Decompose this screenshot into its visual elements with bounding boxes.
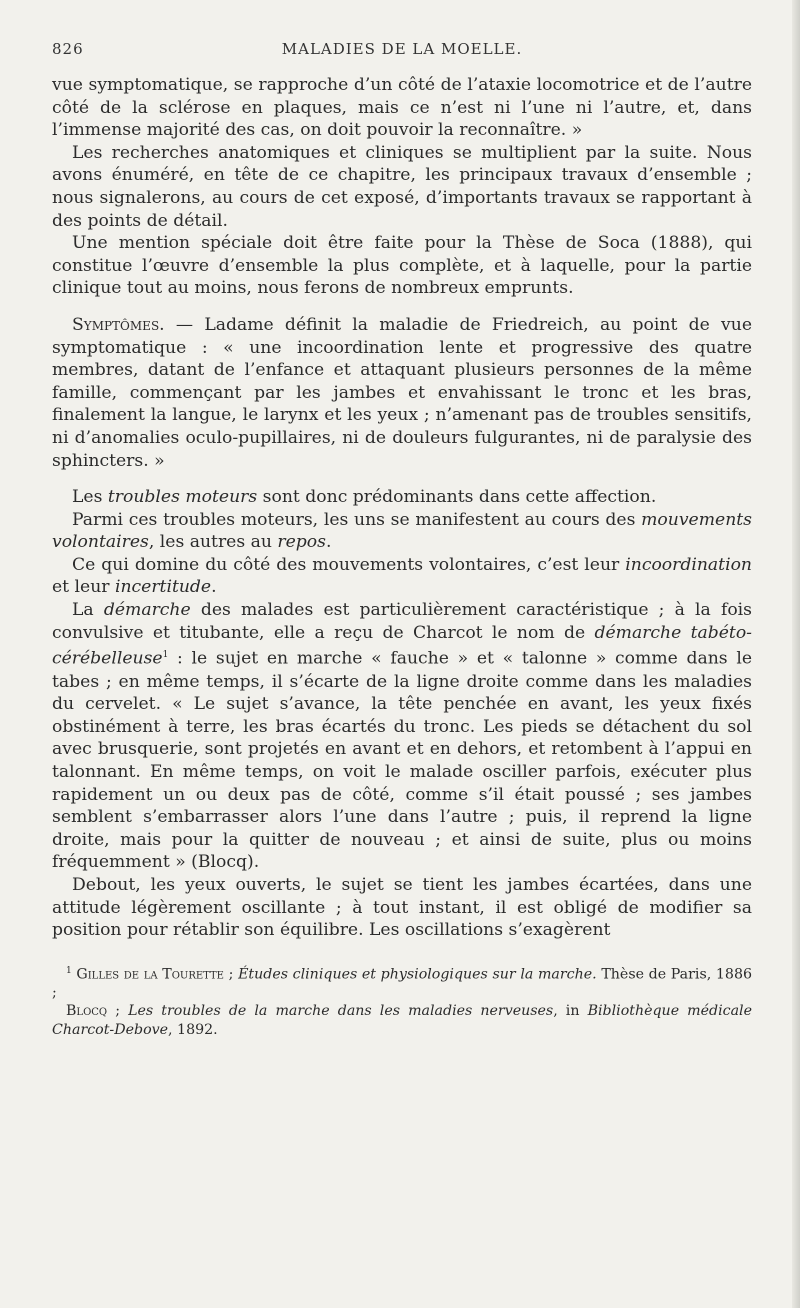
- running-title: MALADIES DE LA MOELLE.: [281, 40, 523, 58]
- emphasis: troubles moteurs: [107, 487, 258, 508]
- paragraph-these-soca: Une mention spéciale doit être faite pour la Thèse de Soca (1888), qui constitue l’œuvre d’ensemble la plus complète, et à laquelle, pour la partie clinique tout au moins, nous ferons de nombreux emprunts.: [52, 233, 752, 299]
- paragraph-recherches: Les recherches anatomiques et cliniques se multiplient par la suite. Nous avons énuméré, en tête de ce chapitre, les principaux travaux d’ensemble ; nous signalerons, au cours de cet exposé, d’importants travaux se rapportant à des points de détail.: [52, 142, 752, 231]
- footnotes: [52, 962, 752, 1040]
- footnote-reference: 1: [162, 650, 169, 661]
- body-text: [52, 74, 752, 942]
- book-page: [52, 40, 752, 1039]
- paragraph-troubles-moteurs: Les troubles moteurs sont donc prédominants dans cette affection.: [72, 487, 657, 508]
- page-number: 826: [52, 40, 84, 58]
- paragraph-demarche: La démarche des malades est particulièrement caractéristique ; à la fois convulsive et titubante, elle a reçu de Charcot le nom de démarche tabéto-cérébelleuse$^1$ : le sujet en marche « fauche » et « talonne » comme dans le tabes ; en même temps, il s’écarte de la ligne droite comme dans les maladies du cervelet. « Le sujet s’avance, la tête penchée en avant, les yeux fixés obstinément à terre, les bras écartés du tronc. Les pieds se détachent du sol avec brusquerie, sont projetés en avant et en dehors, et retombent à l’appui en talonnant. En même temps, on voit le malade osciller parfois, exécuter plus rapidement un ou deux pas de côté, comme s’il était poussé ; ses jambes semblent s’embarrasser alors l’une dans l’autre ; puis, il reprend la ligne droite, mais pour la quitter de nouveau ; et ainsi de suite, plus ou moins fréquemment » (Blocq).: [52, 600, 752, 873]
- running-header: [52, 40, 752, 64]
- emphasis: incertitude: [114, 577, 212, 598]
- paragraph-debout: Debout, les yeux ouverts, le sujet se tient les jambes écartées, dans une attitude légèrement oscillante ; à tout instant, il est obligé de modifier sa position pour rétablir son équilibre. Les oscillations s’exagèrent: [52, 874, 752, 941]
- emphasis: repos: [277, 532, 326, 553]
- paragraph-symptomes: Symptômes. — Ladame définit la maladie de Friedreich, au point de vue symptomatique : « une incoordination lente et progressive des quatre membres, datant de l’enfance et attaquant plusieurs personnes de la même famille, commençant par les jambes et envahissant le tronc et les bras, finalement la langue, le larynx et les yeux ; n’amenant pas de troubles sensitifs, ni d’anomalies oculo-pupillaires, ni de douleurs fulgurantes, ni de paralysie des sphincters. »: [52, 314, 752, 471]
- footnote-1: $^1$ Gilles de la Tourette ; Études cliniques et physiologiques sur la marche. Thèse de Paris, 1886 ;: [52, 965, 753, 1001]
- section-heading-symptomes: Symptômes.: [72, 314, 165, 335]
- paragraph-continuation: vue symptomatique, se rapproche d’un côté de l’ataxie locomotrice et de l’autre côté de la sclérose en plaques, mais ce n’est ni l’une ni l’autre, et, dans l’immense majorité des cas, on doit pouvoir la reconnaître. »: [52, 75, 752, 141]
- footnote-2: Blocq ; Les troubles de la marche dans les maladies nerveuses, in Bibliothèque médicale Charcot-Debove, 1892.: [52, 1003, 752, 1038]
- paragraph-incoordination: Ce qui domine du côté des mouvements volontaires, c’est leur incoordination et leur incertitude.: [52, 554, 752, 598]
- emphasis: mouvements volontaires: [52, 509, 752, 553]
- page-edge: [792, 0, 800, 1308]
- paragraph-mouvements: Parmi ces troubles moteurs, les uns se manifestent au cours des mouvements volontaires, les autres au repos.: [52, 509, 752, 553]
- emphasis: démarche tabéto-cérébelleuse: [52, 622, 752, 669]
- emphasis: incoordination: [625, 554, 752, 575]
- emphasis: démarche: [103, 600, 191, 621]
